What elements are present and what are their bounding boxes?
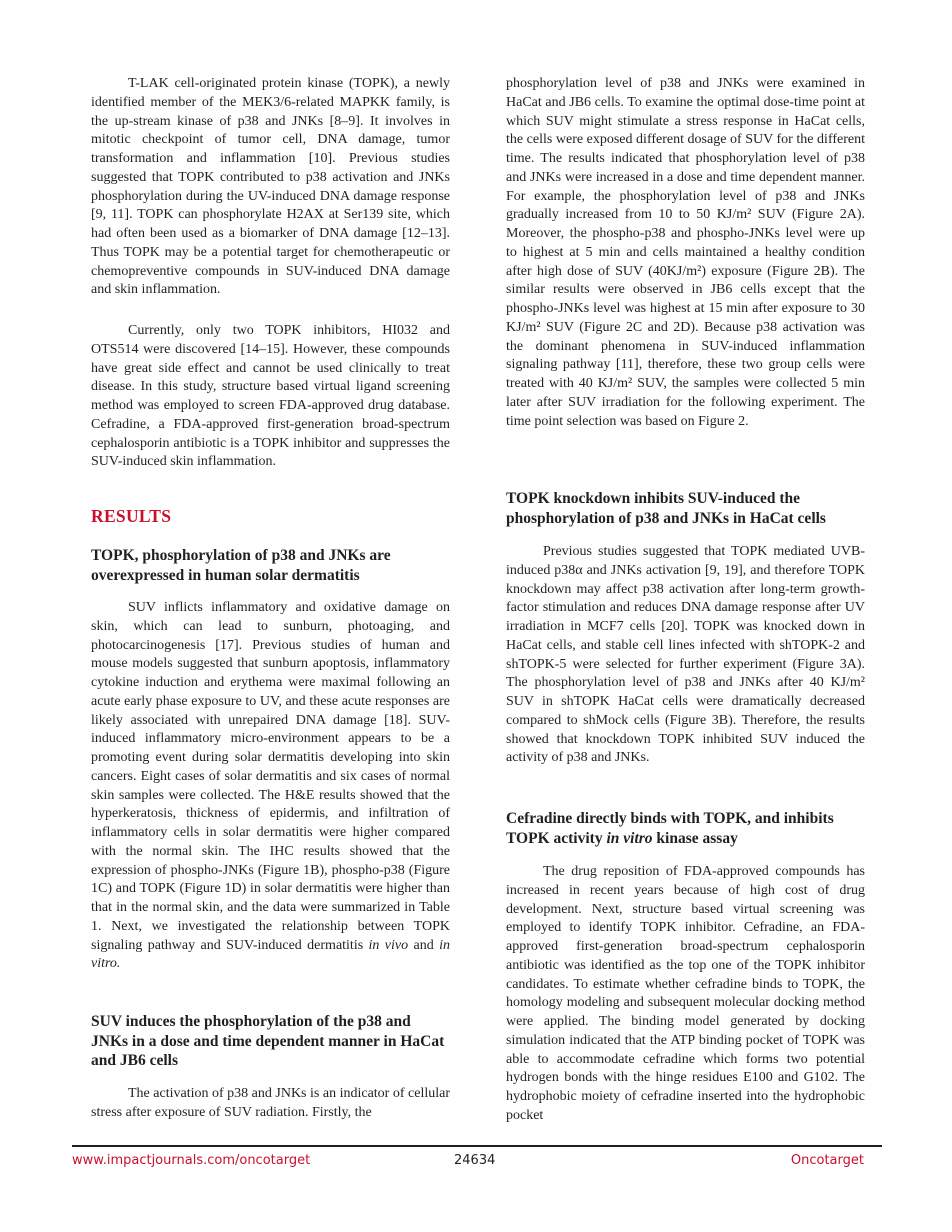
italic-in-vivo: in vivo [368,937,409,953]
italic-in-vitro: in vitro. [91,937,450,972]
section-heading-cefradine [506,809,865,848]
paragraph-continued: phosphorylation level of p38 and JNKs were examined in HaCat and JB6 cells. To examine the optimal dose-time point at which SUV might stimulate a stress response in HaCat cells, the cells were exposed different dosage of SUV for the different time. The results indicated that phosphorylation level of p38 and JNKs were increased in a dose and time dependent manner. For example, the phosphorylation level of p38 and JNKs gradually increased from 10 to 50 KJ/m² SUV (Figure 2A). Moreover, the phospho-p38 and phospho-JNKs level were up to highest at 5 min and cells maintained a healthy condition after high dose of SUV (40KJ/m²) exposure (Figure 2B). The similar results were observed in JB6 cells except that the phospho-JNKs level was highest at 15 min after exposure to 30 KJ/m² SUV (Figure 2C and 2D). Because p38 activation was the dominant phenomena in SUV-induced inflammation signaling pathway [11], therefore, these two group cells were treated with 40 KJ/m² SUV, the samples were collected 5 min later after SUV irradiation for the following experiment. The time point selection was based on Figure 2. [506,76,865,429]
right-column [506,0,865,1140]
intro-paragraph-2: Currently, only two TOPK inhibitors, HI032 and OTS514 were discovered [14–15]. However, these compounds have great side effect and cannot be used clinically to treat disease. In this study, structure based virtual ligand screening method was employed to screen FDA-approved drug database. Cefradine, a FDA-approved first-generation broad-spectrum cephalosporin antibiotic is a TOPK inhibitor and suppresses the SUV-induced skin inflammation. [91,323,450,470]
journal-name: Oncotarget [790,1153,864,1168]
section-heading-knockdown: TOPK knockdown inhibits SUV-induced the phosphorylation of p38 and JNKs in HaCat cells [506,490,826,527]
paragraph-previous-studies: Previous studies suggested that TOPK mediated UVB-induced p38α and JNKs activation [9, 19], and therefore TOPK knockdown may affect p38 activation after long-term growth-factor stimulation and reduces DNA damage response after UV irradiation in MCF7 cells [20]. TOPK was knocked down in HaCat cells, and stable cell lines infected with shTOPK-2 and shTOPK-5 were selected for further experiment (Figure 3A). The phosphorylation level of p38 and JNKs after 40 KJ/m² SUV in shTOPK HaCat cells were dramatically decreased compared to shMock cells (Figure 3B). Therefore, the results showed that knockdown TOPK inhibited SUV induced the activity of p38 and JNKs. [506,544,865,766]
results-heading: RESULTS [91,506,172,526]
paragraph-activation: The activation of p38 and JNKs is an indicator of cellular stress after exposure of SUV radiation. Firstly, the [91,1086,450,1120]
intro-paragraph-1: T-LAK cell-originated protein kinase (TOPK), a newly identified member of the MEK3/6-related MAPKK family, is the up-stream kinase of p38 and JNKs [8–9]. It involves in mitotic checkpoint of tumor cell, DNA damage, tumor transformation and inflammation [10]. Previous studies suggested that TOPK contributed to p38 activation and JNKs phosphorylation during the UV-induced DNA damage response [9, 11]. TOPK can phosphorylate H2AX at Ser139 site, which had often been used as a biomarker of DNA damage [12–13]. Thus TOPK may be a potential target for chemotherapeutic or chemopreventive compounds in SUV-induced DNA damage and skin inflammation. [91,76,450,298]
section-heading-suv-induces: SUV induces the phosphorylation of the p38 and JNKs in a dose and time dependent manner in HaCat and JB6 cells [91,1013,445,1069]
paragraph-text: SUV inflicts inflammatory and oxidative damage on skin, which can lead to sunburn, photoaging, and photocarcinogenesis [17]. Previous studies of human and mouse models suggested that sunburn apoptosis, inflammatory cytokine induction and erythema were maximal following an acute early phase exposure to UV, and these acute responses are likely associated with unrepaired DNA damage [18]. SUV-induced inflammatory micro-environment appears to be a promoting event during solar dermatitis developing into skin cancers. Eight cases of solar dermatitis and six cases of normal skin samples were collected. The H&E results showed that the hyperkeratosis, thickness of epidermis, and infiltration of inflammatory cells in solar dermatitis were higher compared with the normal skin. The IHC results showed that the expression of phospho-JNKs (Figure 1B), phospho-p38 (Figure 1C) and TOPK (Figure 1D) in solar dermatitis were higher than that in the normal skin, and the data were summarized in Table 1. Next, we investigated the relationship between TOPK signaling pathway and SUV-induced dermatitis [91,600,450,953]
page-number: 24634 [454,1153,496,1168]
section-heading-topk: TOPK, phosphorylation of p38 and JNKs are overexpressed in human solar dermatitis [91,547,391,584]
paragraph-text: and [408,937,440,953]
footer-url-link[interactable]: www.impactjournals.com/oncotarget [72,1153,311,1168]
paragraph-suv-inflicts [91,599,450,974]
heading-text: Cefradine directly binds with TOPK, and inhibits TOPK activity [506,810,834,847]
left-column [91,0,450,1140]
heading-italic: in vitro [606,829,653,847]
heading-text: kinase assay [652,829,738,847]
footer-divider [72,1145,882,1147]
paragraph-drug-reposition: The drug reposition of FDA-approved compounds has increased in recent years because of high cost of drug development. Next, structure based virtual screening was employed to identify TOPK inhibitor. Cefradine, an FDA-approved first-generation broad-spectrum cephalosporin antibiotic was identified as the top one of the TOPK inhibitor candidates. To estimate whether cefradine binds to TOPK, the homology modeling and subsequent molecular docking method were applied. The binding model generated by docking simulation indicated that the ATP binding pocket of TOPK was able to accommodate cefradine which forms two potential hydrogen bonds with the hinge residues E100 and G102. The hydrophobic moiety of cefradine inserted into the hydrophobic pocket [506,864,865,1123]
